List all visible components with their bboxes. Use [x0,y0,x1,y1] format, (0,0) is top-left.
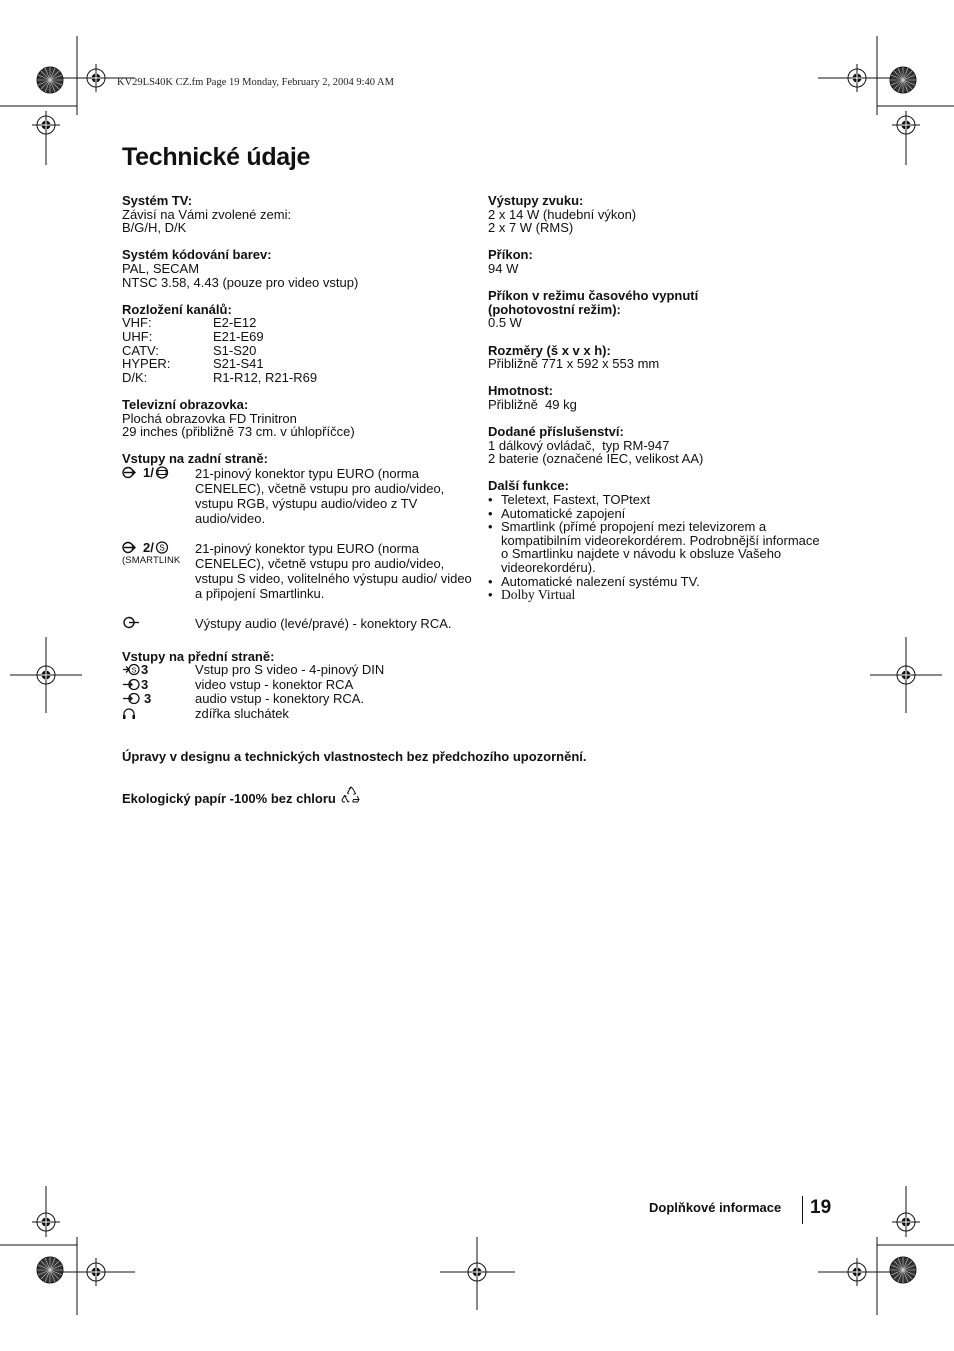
text-line: Závisí na Vámi zvolené zemi: [122,206,292,222]
channel-row [122,330,472,344]
section-weight [488,384,848,411]
rear-input-2: 2/ S (SMARTLINK 21-pinový konektor typu EURO (norma CENELEC), včetně vstupu pro audio/video, vstupu S video, volitelného výstupu audio/ video a připojení Smartlinku. [122,539,472,601]
section-color-system [122,248,472,289]
list-item: • Dolby Virtual [488,587,576,603]
recycle-icon [341,786,361,806]
channel-range: S1-S20 [213,342,257,358]
text-line: 2 x 7 W (RMS) [488,220,574,236]
section-features [488,479,848,601]
input-number: 1 [143,464,151,480]
list-item: • Automatické zapojení [488,505,626,521]
text-line: 94 W [488,260,519,276]
heading-standby: Příkon v režimu časového vypnutí [488,288,699,304]
text-line: NTSC 3.58, 4.43 (pouze pro video vstup) [122,274,359,290]
list-item: • Teletext, Fastext, TOPtext [488,492,651,508]
rear-input-2-desc: 21-pinový konektor typu EURO (norma CENELEC), včetně vstupu pro audio/video, vstupu S video, volitelného výstupu audio/ video a připojení Smartlinku. [195,540,472,601]
svg-text:S: S [159,543,165,553]
text-line: B/G/H, D/K [122,220,187,236]
front-input-desc: video vstup - konektor RCA [195,676,354,692]
text-line: 2 x 14 W (hudební výkon) [488,206,637,222]
text-line: Plochá obrazovka FD Trinitron [122,410,297,426]
channel-range: E21-E69 [213,328,264,344]
text-line: Přibližně 771 x 592 x 553 mm [488,356,660,372]
eco-paper-text: Ekologický papír -100% bez chloru [122,791,336,806]
heading-accessories: Dodané příslušenství: [488,424,624,440]
eco-paper-note [122,786,361,806]
channel-range: S21-S41 [213,356,264,372]
front-input-row [122,707,472,722]
rear-input-1-desc: 21-pinový konektor typu EURO (norma CENELEC), včetně vstupu pro audio/video, vstupu RGB, výstupu audio/video z TV audio/video. [195,465,445,526]
video-input-icon [122,678,140,691]
heading-color-system: Systém kódování barev: [122,247,272,263]
section-sound-out [488,194,848,235]
text-line: 1 dálkový ovládač, typ RM-947 [488,437,670,453]
heading-features: Další funkce: [488,478,569,494]
channel-band: HYPER: [122,356,171,372]
heading-standby-2: (pohotovostní režim): [488,301,621,317]
design-change-note: Úpravy v designu a technických vlastnostech bez předchozího upozornění. [122,749,587,764]
section-channels [122,303,472,385]
dolby-virtual-text: Dolby Virtual [501,587,576,603]
page-title: Technické údaje [122,143,311,171]
scart-input-icon [122,541,142,554]
audio-output [122,616,472,631]
channel-row [122,316,472,330]
channel-row [122,344,472,358]
channel-row [122,357,472,371]
scart-input-icon [122,466,142,479]
heading-channels: Rozložení kanálů: [122,301,232,317]
heading-sound-out: Výstupy zvuku: [488,193,584,208]
channel-band: VHF: [122,315,152,331]
headphones-icon [122,707,136,720]
heading-rear-inputs: Vstupy na zadní straně: [122,451,268,467]
footer-section-label: Doplňkové informace [649,1200,782,1215]
file-header: KV29LS40K CZ.fm Page 19 Monday, February 2, 2004 9:40 AM [117,77,394,88]
svg-text:S: S [131,665,137,675]
audio-output-desc: Výstupy audio (levé/pravé) - konektory RCA. [195,615,452,631]
smartlink-label: (SMARTLINK [122,555,181,567]
list-item: • Smartlink (přímé propojení mezi televizorem a kompatibilním videorekordérem. Podrobnější informace o Smartlinku najdete v návodu k obsluze Vašeho videorekordéru). [488,519,820,576]
text-line: 2 baterie (označené IEC, velikost AA) [488,451,704,467]
heading-weight: Hmotnost: [488,383,553,399]
heading-front-inputs: Vstupy na přední straně: [122,648,275,664]
channel-range: R1-R12, R21-R69 [213,369,318,385]
text-line: Přibližně 49 kg [488,396,577,412]
audio-input-icon [122,692,140,705]
heading-dimensions: Rozměry (š x v x h): [488,342,611,358]
front-input-row [122,663,472,678]
section-screen [122,398,472,439]
front-input-row [122,692,472,707]
rear-input-1: 1/ 21-pinový konektor typu EURO (norma CENELEC), včetně vstupu pro audio/video, vstupu RGB, výstupu audio/video z TV audio/video. [122,466,472,526]
channel-band: UHF: [122,328,153,344]
text-line: PAL, SECAM [122,260,200,276]
s-video-icon [154,541,170,554]
input-number: 3 [141,662,149,678]
audio-out-icon [122,616,142,629]
front-input-row [122,678,472,693]
section-rear-inputs [122,452,472,631]
section-standby [488,289,848,330]
channel-band: D/K: [122,369,148,385]
section-accessories [488,425,848,466]
section-dimensions [488,344,848,371]
front-input-desc: audio vstup - konektory RCA. [195,691,365,707]
channel-range: E2-E12 [213,315,257,331]
s-video-input-icon [122,663,140,676]
list-item: • Automatické nalezení systému TV. [488,573,700,589]
front-input-desc: zdířka sluchátek [195,705,289,721]
rgb-scart-icon [154,466,170,479]
text-line: 29 inches (přibližně 73 cm. v úhlopříčce) [122,424,355,440]
footer-divider [802,1196,803,1224]
section-system-tv [122,194,472,235]
page-number: 19 [810,1197,832,1218]
front-input-desc: Vstup pro S video - 4-pinový DIN [195,662,385,678]
heading-screen: Televizní obrazovka: [122,396,249,412]
heading-power: Příkon: [488,247,533,263]
channel-band: CATV: [122,342,159,358]
text-line: 0.5 W [488,315,522,331]
right-column [488,194,848,615]
channel-row [122,371,472,385]
section-front-inputs [122,650,472,722]
input-number: 3 [144,691,152,707]
heading-system-tv: Systém TV: [122,193,193,208]
left-column [122,194,472,735]
input-number: 3 [141,676,149,692]
section-power [488,248,848,275]
input-number: 2 [143,539,151,555]
